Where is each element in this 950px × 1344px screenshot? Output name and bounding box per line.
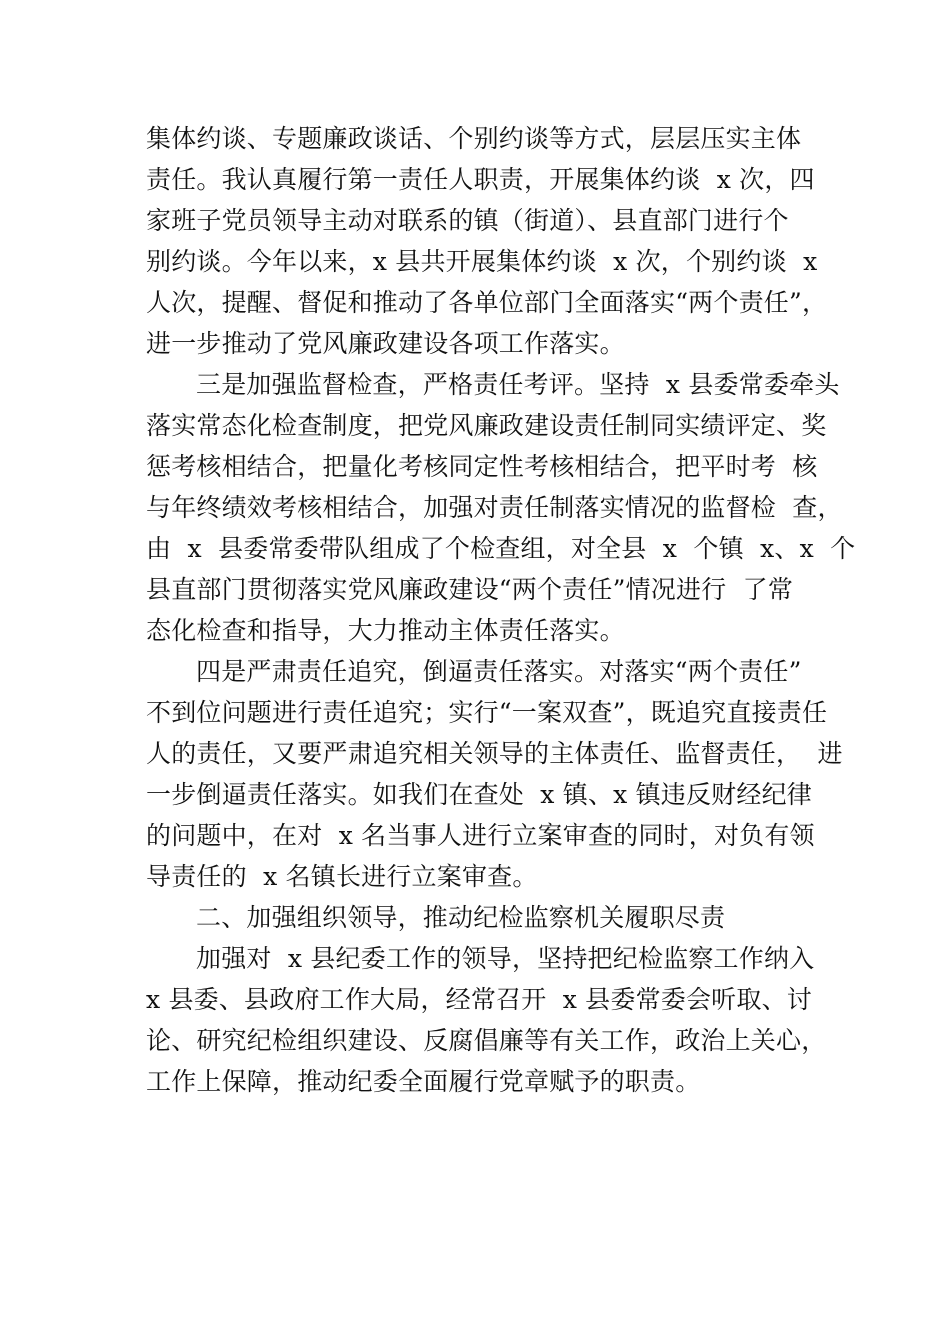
body-text-line: 与年终绩效考核相结合，加强对责任制落实情况的监督检 查， (146, 493, 843, 522)
body-text-line: 由 x 县委常委带队组成了个检查组，对全县 x 个镇 x、x 个 (146, 534, 856, 563)
paragraph-first-line: 加强对 x 县纪委工作的领导，坚持把纪检监察工作纳入 (196, 944, 815, 973)
body-text-line: 落实常态化检查制度，把党风廉政建设责任制同实绩评定、奖 (146, 411, 827, 440)
body-text-line: 态化检查和指导，大力推动主体责任落实。 (146, 616, 625, 645)
body-text-line: 别约谈。今年以来，x 县共开展集体约谈 x 次，个别约谈 x (146, 247, 818, 276)
paragraph-first-line: 四是严肃责任追究，倒逼责任落实。对落实“两个责任” (196, 657, 802, 686)
body-text-line: 进一步推动了党风廉政建设各项工作落实。 (146, 329, 625, 358)
body-text-line: 的问题中，在对 x 名当事人进行立案审查的同时，对负有领 (146, 821, 815, 850)
body-text-line: 责任。我认真履行第一责任人职责，开展集体约谈 x 次，四 (146, 165, 815, 194)
body-text-line: 一步倒逼责任落实。如我们在查处 x 镇、x 镇违反财经纪律 (146, 780, 812, 809)
body-text-line: 工作上保障，推动纪委全面履行党章赋予的职责。 (146, 1067, 701, 1096)
paragraph-first-line: 三是加强监督检查，严格责任考评。坚持 x 县委常委牵头 (196, 370, 840, 399)
body-text-line: 不到位问题进行责任追究；实行“一案双查”，既追究直接责任 (146, 698, 828, 727)
section-heading: 二、加强组织领导，推动纪检监察机关履职尽责 (196, 903, 726, 932)
body-text-line: 惩考核相结合，把量化考核同定性考核相结合，把平时考 核 (146, 452, 818, 481)
body-text-line: 集体约谈、专题廉政谈话、个别约谈等方式，层层压实主体 (146, 124, 802, 153)
body-text-line: 家班子党员领导主动对联系的镇（街道）、县直部门进行个 (146, 206, 789, 235)
body-text-line: x 县委、县政府工作大局，经常召开 x 县委常委会听取、讨 (146, 985, 812, 1014)
body-text-line: 县直部门贯彻落实党风廉政建设“两个责任”情况进行 了常 (146, 575, 794, 604)
body-text-line: 人次，提醒、督促和推动了各单位部门全面落实“两个责任”， (146, 288, 828, 317)
body-text-line: 导责任的 x 名镇长进行立案审查。 (146, 862, 538, 891)
body-text-line: 论、研究纪检组织建设、反腐倡廉等有关工作，政治上关心， (146, 1026, 827, 1055)
body-text-line: 人的责任，又要严肃追究相关领导的主体责任、监督责任， 进 (146, 739, 843, 768)
